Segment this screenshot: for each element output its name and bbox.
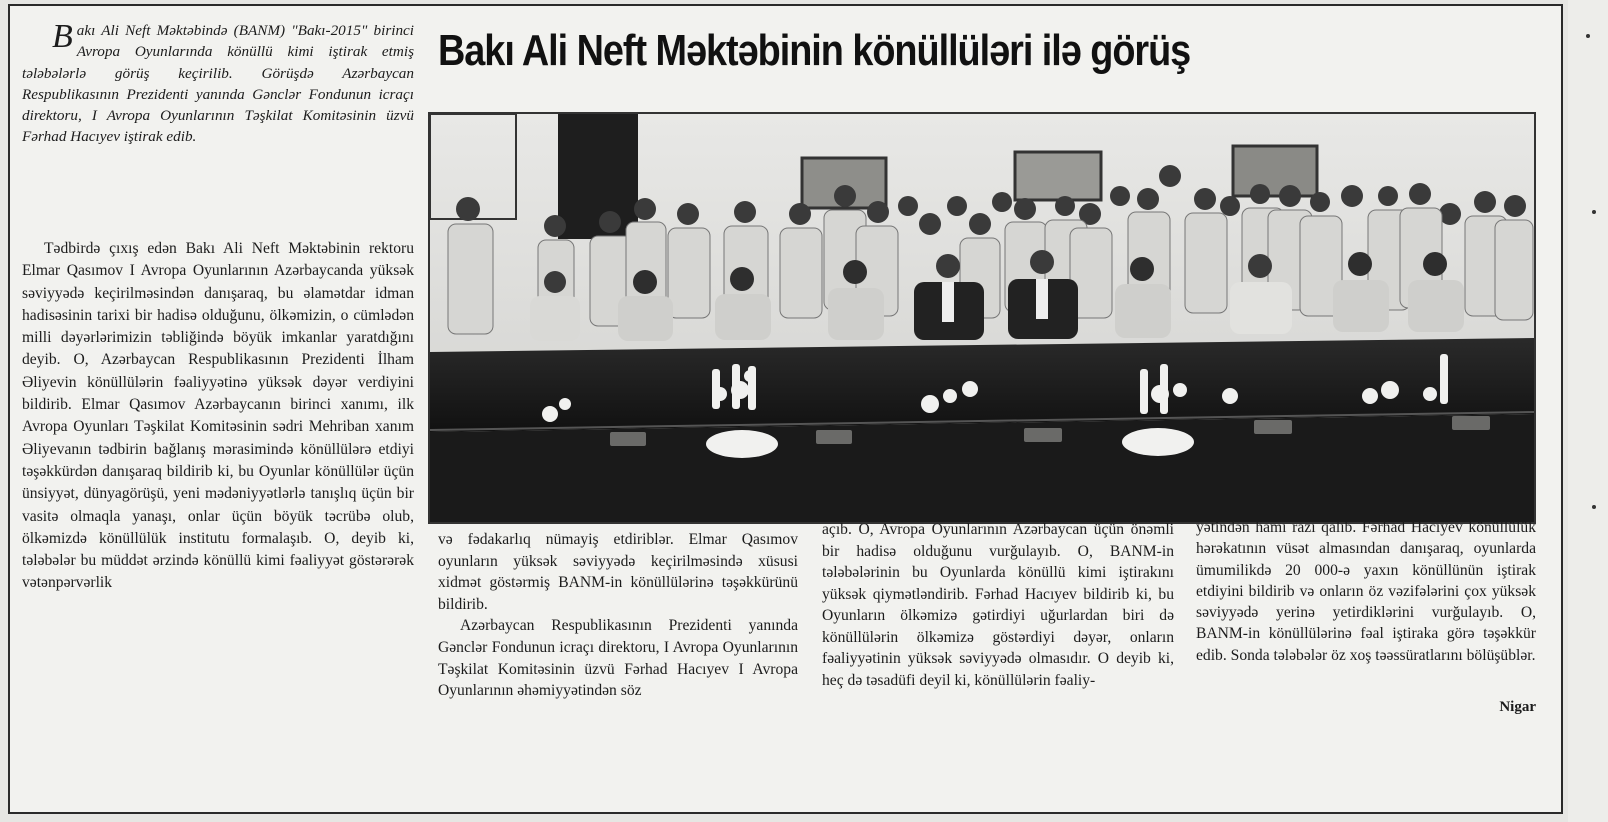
column-2	[438, 529, 798, 702]
group-photo	[428, 112, 1536, 524]
lead-text: akı Ali Neft Məktəbində (BANM) "Bakı-2015" birinci Avropa Oyunlarında könüllü kimi iştirak etmiş tələbələrlə görüş keçirilib. Görüşdə Azərbaycan Respublikasının Prezidenti yanında Gənclər Fondunun icraçı direktoru, I Avropa Oyunlarının Təşkilat Komitəsinin üzvü Fərhad Hacıyev iştirak edib.	[22, 22, 414, 146]
article-lead	[22, 20, 414, 148]
margin-dot	[1592, 505, 1596, 509]
column-2-paragraph-1: və fədakarlıq nümayiş etdiriblər. Elmar Qasımov oyunların yüksək səviyyədə keçirilməsində xüsusi xidmət göstərmiş BANM-in könüllülərinə təşəkkürünü bildirib.	[438, 531, 798, 613]
column-4-text: yətindən hamı razı qalıb. Fərhad Hacıyev könüllülük hərəkatının vüsət almasından danışaraq, oyunlarda ümumilikdə 20 000-ə yaxın könüllünün iştirak etdiyini bildirib və onların öz vəzifələrini çox yüksək səviyyədə yerinə yetirdiklərini vurğulayıb. O, BANM-in könüllülərinə fəal iştiraka görə təşəkkür edib. Sonda tələbələr öz xoş təəssüratlarını bölüşüblər.	[1196, 519, 1536, 664]
page-edge	[1568, 0, 1608, 822]
article-title: Bakı Ali Neft Məktəbinin könüllüləri ilə görüş	[438, 26, 1191, 75]
column-4	[1196, 517, 1536, 666]
column-3-text: açıb. O, Avropa Oyunlarının Azərbaycan üçün önəmli bir hadisə olduğunu vurğulayıb. O, BANM-in tələbələrinin bu Oyunlarda könüllü kimi iştirakını yüksək qiymətləndirib. Fərhad Hacıyev bildirib ki, bu Oyunların ölkəmizə gətirdiyi uğurlardan biri də könüllülərin ölkəmizə göstərdiyi dəyər, onların fəaliyyətinin yüksək səviyyədə olmasıdır. O deyib ki, heç də təsadüfi deyil ki, könüllülərin fəaliy-	[822, 521, 1174, 689]
newspaper-clipping	[8, 4, 1563, 814]
margin-dot	[1592, 210, 1596, 214]
photo-illustration	[430, 114, 1534, 522]
margin-dot	[1586, 34, 1590, 38]
column-1	[22, 238, 414, 595]
column-1-text: Tədbirdə çıxış edən Bakı Ali Neft Məktəbinin rektoru Elmar Qasımov I Avropa Oyunlarının Azərbaycanda yüksək səviyyədə keçirilməsindən danışaraq, bu əlamətdar idman hadisəsinin tarixi bir hadisə olduğunu, ölkəmizin, o cümlədən milli dəyərlərimizin təbliğində böyük imkanlar yaratdığını deyib. O, Azərbaycan Respublikasının Prezidenti İlham Əliyevin könüllülərin fəaliyyətinə yüksək dəyər verdiyini bildirib. Elmar Qasımov Azərbaycanın birinci xanımı, ilk Avropa Oyunları Təşkilat Komitəsinin sədri Mehriban xanım Əliyevanın tədbirin bağlanış mərasimində könüllülərə etdiyi təşəkkürdən danışaraq bildirib ki, bu Oyunlar könüllülər üçün ünsiyyət, dünyagörüşü, yeni mədəniyyətlərlə tanışlıq üçün bir vasitə olmaqla yanaşı, onlar üçün böyük təcrübə olub, ölkəmizdə könüllülük institutu formalaşıb. O, deyib ki, tələbələr bu müddət ərzində könüllü kimi fəaliyyət göstərərək vətənpərvərlik	[22, 240, 414, 592]
byline: Nigar	[1499, 699, 1536, 715]
column-2-paragraph-2: Azərbaycan Respublikasının Prezidenti yanında Gənclər Fondunun icraçı direktoru, I Avropa Oyunlarının Təşkilat Komitəsinin üzvü Fərhad Hacıyev I Avropa Oyunlarının əhəmiyyətindən söz	[438, 617, 798, 700]
lead-dropcap: B	[52, 18, 73, 55]
conference-table-near	[430, 414, 1534, 522]
column-3	[822, 519, 1174, 691]
